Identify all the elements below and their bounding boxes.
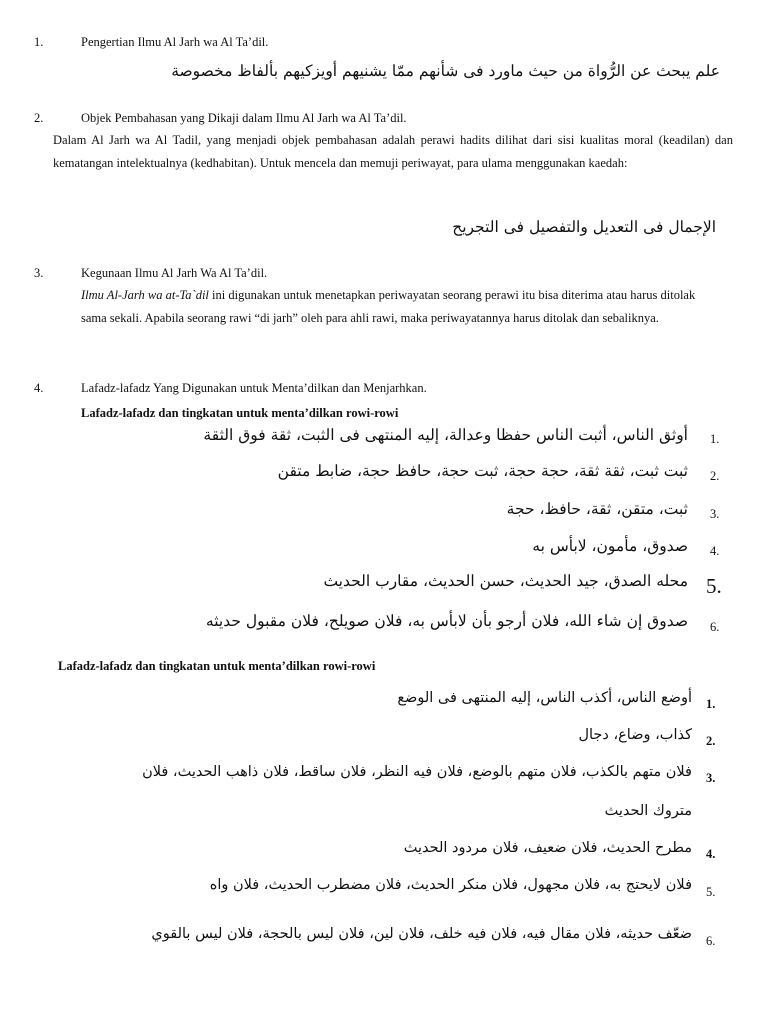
tadil-item-number: 2. [710,469,720,483]
jarh-item-text: أوضع الناس، أكذب الناس، إليه المنتهى فى الوضع [397,690,692,706]
jarh-item-number: 1. [706,697,716,711]
section-3-paragraph [81,284,721,330]
section-3-heading: Kegunaan Ilmu Al Jarh Wa Al Ta’dil. [81,266,268,280]
tadil-item-number: 5. [706,574,722,598]
jarh-item-number: 5. [706,885,716,899]
jarh-item-text: ضعّف حديثه، فلان مقال فيه، فلان فيه خلف، فلان لين، فلان ليس بالحجة، فلان ليس بالقوي [151,926,692,942]
tadil-item-text: ثبت ثبت، ثقة ثقة، حجة حجة، ثبت حجة، حافظ حجة، ضابط متقن [277,462,688,480]
jarh-item-number: 2. [706,734,716,748]
jarh-item-text: فلان متهم بالكذب، فلان متهم بالوضع، فلان فيه النظر، فلان ساقط، فلان ذاهب الحديث، فلان [142,764,692,780]
section-3-italic-lead: Ilmu Al-Jarh wa at-Ta`dil [81,288,209,302]
section-1-number: 1. [34,35,44,49]
section-1-arabic-definition: علم يبحث عن الرُّواة من حيث ماورد فى شأنهم ممّا يشنيهم أويزكيهم بألفاظ مخصوصة [171,62,720,80]
section-2-number: 2. [34,111,44,125]
jarh-item-text: فلان لايحتج به، فلان مجهول، فلان منكر الحديث، فلان مضطرب الحديث، فلان واه [209,877,692,893]
section-4-heading: Lafadz-lafadz Yang Digunakan untuk Menta’dilkan dan Menjarhkan. [81,381,427,395]
tadil-item-text: صدوق، مأمون، لابأس به [532,537,688,555]
section-2-heading: Objek Pembahasan yang Dikaji dalam Ilmu Al Jarh wa Al Ta’dil. [81,111,407,125]
section-2-paragraph: Dalam Al Jarh wa Al Tadil, yang menjadi objek pembahasan adalah perawi hadits dilihat dari sisi kualitas moral (keadilan) dan kematangan intelektualnya (kedhabitan). Untuk mencela dan memuji periwayat, para ulama menggunakan kaedah: [53,133,733,170]
jarh-subheading: Lafadz-lafadz dan tingkatan untuk menta’dilkan rowi-rowi [58,659,376,673]
section-3-paragraph-text: ini digunakan untuk menetapkan periwayatan seorang perawi itu bisa diterima atau harus ditolak sama sekali. Apabila seorang rawi “di jarh” oleh para ahli rawi, maka periwayatannya harus ditolak dan sebaliknya. [81,288,696,325]
tadil-item-number: 3. [710,507,720,521]
jarh-item-text: مطرح الحديث، فلان ضعيف، فلان مردود الحديث [403,840,692,856]
tadil-item-number: 4. [710,544,720,558]
section-3-number: 3. [34,266,44,280]
tadil-item-number: 6. [710,620,720,634]
section-2-arabic-rule: الإجمال فى التعديل والتفصيل فى التجريح [452,218,716,236]
tadil-item-text: محله الصدق، جيد الحديث، حسن الحديث، مقارب الحديث [323,572,688,590]
section-1-heading: Pengertian Ilmu Al Jarh wa Al Ta’dil. [81,35,269,49]
tadil-item-text: أوثق الناس، أثبت الناس حفظا وعدالة، إليه المنتهى فى الثبت، ثقة فوق الثقة [203,426,688,444]
jarh-item-number: 4. [706,847,716,861]
tadil-item-text: ثبت، متقن، ثقة، حافظ، حجة [506,500,688,518]
jarh-item-text-continuation: متروك الحديث [604,803,692,819]
section-4-number: 4. [34,381,44,395]
tadil-item-text: صدوق إن شاء الله، فلان أرجو بأن لابأس به، فلان صويلح، فلان مقبول حديثه [205,612,688,630]
tadil-subheading: Lafadz-lafadz dan tingkatan untuk menta’dilkan rowi-rowi [81,406,399,420]
tadil-item-number: 1. [710,432,720,446]
jarh-item-number: 6. [706,934,716,948]
jarh-item-text: كذاب، وضاع، دجال [578,727,692,743]
jarh-item-number: 3. [706,771,716,785]
